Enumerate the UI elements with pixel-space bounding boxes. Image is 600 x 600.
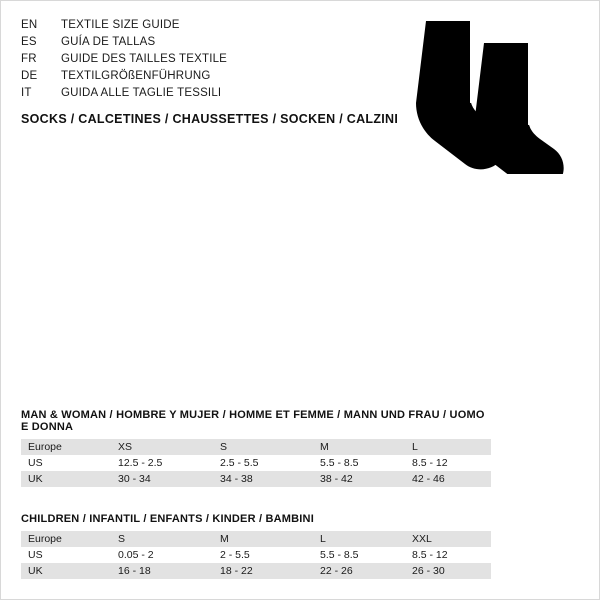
cell-size: 8.5 - 12 xyxy=(405,547,491,563)
language-text-fr: GUIDE DES TAILLES TEXTILE xyxy=(61,53,228,65)
cell-region: Europe xyxy=(21,531,111,547)
cell-size: 26 - 30 xyxy=(405,563,491,579)
cell-size: M xyxy=(313,439,405,455)
size-table-men-women xyxy=(21,439,491,487)
cell-size: 2.5 - 5.5 xyxy=(213,455,313,471)
table-title-men-women: MAN & WOMAN / HOMBRE Y MUJER / HOMME ET FEMME / MANN UND FRAU / UOMO E DONNA xyxy=(21,409,485,433)
table-section-men-women xyxy=(21,409,491,487)
cell-size: 0.05 - 2 xyxy=(111,547,213,563)
language-row-fr xyxy=(21,53,381,70)
cell-region: US xyxy=(21,455,111,471)
language-text-it: GUIDA ALLE TAGLIE TESSILI xyxy=(61,87,222,99)
cell-region: UK xyxy=(21,563,111,579)
cell-size: 42 - 46 xyxy=(405,471,491,487)
cell-size: L xyxy=(405,439,491,455)
cell-size: 5.5 - 8.5 xyxy=(313,455,405,471)
cell-region: UK xyxy=(21,471,111,487)
page-subtitle: SOCKS / CALCETINES / CHAUSSETTES / SOCKEN / CALZINI xyxy=(21,112,399,126)
language-row-de xyxy=(21,70,381,87)
language-code-it: IT xyxy=(21,87,32,99)
size-table-children xyxy=(21,531,491,579)
language-text-de: TEXTILGRÖßENFÜHRUNG xyxy=(61,70,211,82)
cell-size: L xyxy=(313,531,405,547)
cell-size: 30 - 34 xyxy=(111,471,213,487)
cell-size: 22 - 26 xyxy=(313,563,405,579)
table-title-children: CHILDREN / INFANTIL / ENFANTS / KINDER / BAMBINI xyxy=(21,513,314,525)
language-row-en xyxy=(21,19,381,36)
table-row xyxy=(21,439,491,455)
language-code-en: EN xyxy=(21,19,38,31)
language-code-fr: FR xyxy=(21,53,37,65)
table-row xyxy=(21,531,491,547)
cell-region: Europe xyxy=(21,439,111,455)
cell-size: 2 - 5.5 xyxy=(213,547,313,563)
cell-size: 12.5 - 2.5 xyxy=(111,455,213,471)
table-row xyxy=(21,471,491,487)
cell-size: 34 - 38 xyxy=(213,471,313,487)
table-row xyxy=(21,563,491,579)
language-code-es: ES xyxy=(21,36,37,48)
cell-size: 5.5 - 8.5 xyxy=(313,547,405,563)
cell-size: S xyxy=(111,531,213,547)
table-row xyxy=(21,547,491,563)
cell-size: 38 - 42 xyxy=(313,471,405,487)
cell-size: S xyxy=(213,439,313,455)
language-row-es xyxy=(21,36,381,53)
cell-size: XXL xyxy=(405,531,491,547)
cell-size: M xyxy=(213,531,313,547)
cell-size: 8.5 - 12 xyxy=(405,455,491,471)
cell-region: US xyxy=(21,547,111,563)
cell-size: XS xyxy=(111,439,213,455)
language-list xyxy=(21,19,381,104)
socks-icon xyxy=(406,19,581,174)
table-row xyxy=(21,455,491,471)
language-text-en: TEXTILE SIZE GUIDE xyxy=(61,19,180,31)
language-code-de: DE xyxy=(21,70,38,82)
table-section-children xyxy=(21,513,491,579)
language-text-es: GUÍA DE TALLAS xyxy=(61,36,156,48)
cell-size: 18 - 22 xyxy=(213,563,313,579)
language-row-it xyxy=(21,87,381,104)
cell-size: 16 - 18 xyxy=(111,563,213,579)
